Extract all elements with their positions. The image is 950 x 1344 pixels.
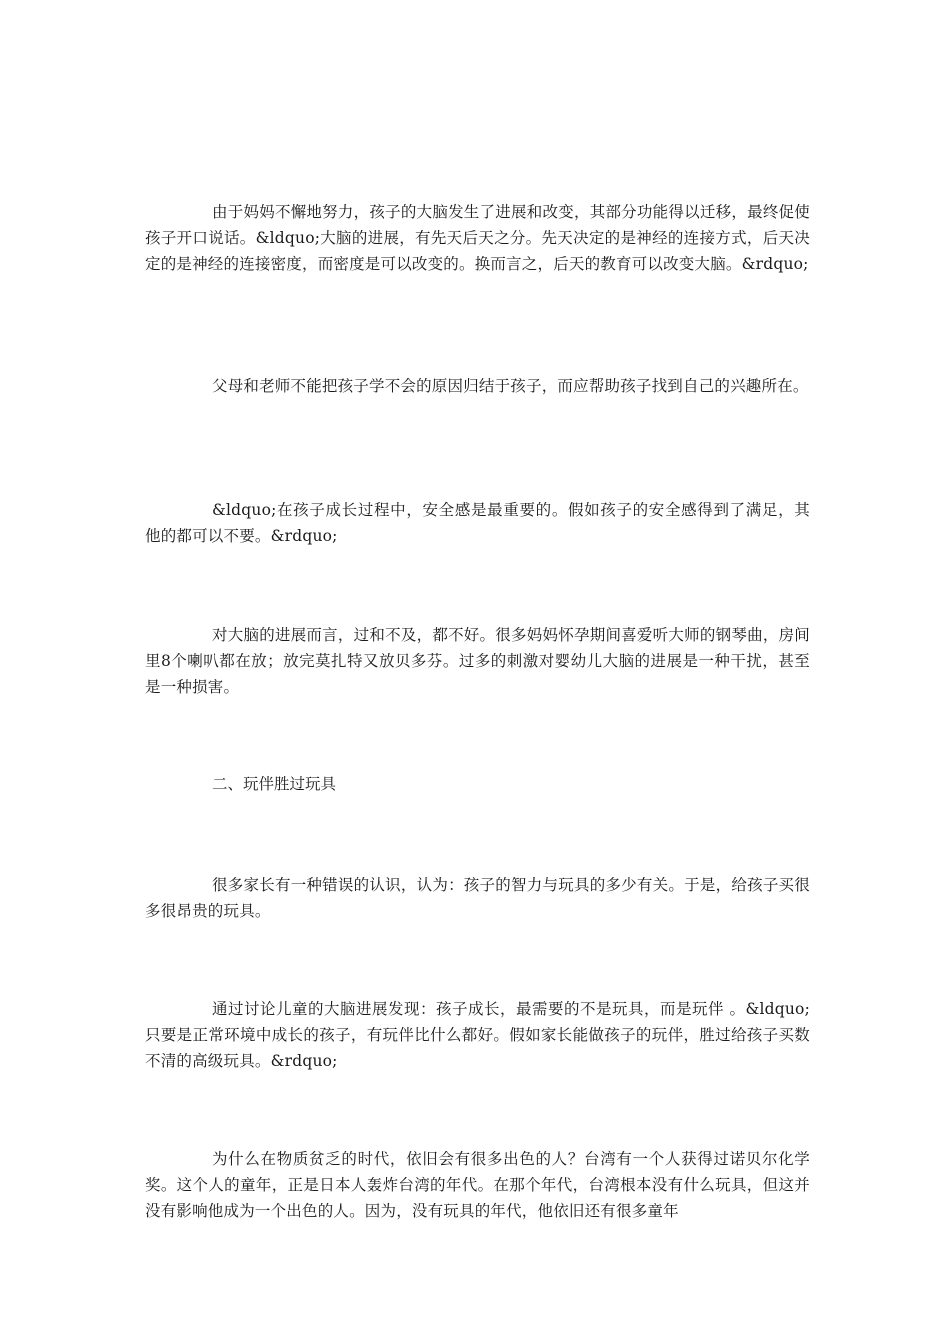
paragraph-playmates: 通过讨论儿童的大脑进展发现：孩子成长，最需要的不是玩具，而是玩伴 。&ldquo;只要是正常环境中成长的孩子，有玩伴比什么都好。假如家长能做孩子的玩伴，胜过给孩子买数不清的高级玩具。&rdquo; [145,1000,810,1070]
paragraph-sense-of-security: &ldquo;在孩子成长过程中，安全感是最重要的。假如孩子的安全感得到了满足，其他的都可以不要。&rdquo; [145,501,810,545]
paragraph-overstimulation: 对大脑的进展而言，过和不及，都不好。很多妈妈怀孕期间喜爱听大师的钢琴曲，房间里8个喇叭都在放；放完莫扎特又放贝多芬。过多的刺激对婴幼儿大脑的进展是一种干扰，甚至是一种损害。 [145,626,810,696]
paragraph-brain-development: 由于妈妈不懈地努力，孩子的大脑发生了进展和改变，其部分功能得以迁移，最终促使孩子开口说话。&ldquo;大脑的进展，有先天后天之分。先天决定的是神经的连接方式，后天决定的是神经的连接密度，而密度是可以改变的。换而言之，后天的教育可以改变大脑。&rdquo; [145,203,810,273]
paragraph-nobel-example: 为什么在物质贫乏的时代，依旧会有很多出色的人？台湾有一个人获得过诺贝尔化学奖。这个人的童年，正是日本人轰炸台湾的年代。在那个年代，台湾根本没有什么玩具，但这并没有影响他成为一个出色的人。因为，没有玩具的年代，他依旧还有很多童年 [145,1150,810,1220]
paragraph-toys-misconception: 很多家长有一种错误的认识，认为：孩子的智力与玩具的多少有关。于是，给孩子买很多很昂贵的玩具。 [145,876,810,920]
paragraph-parents-teachers: 父母和老师不能把孩子学不会的原因归结于孩子，而应帮助孩子找到自己的兴趣所在。 [212,377,809,395]
section-heading: 二、玩伴胜过玩具 [212,775,337,793]
